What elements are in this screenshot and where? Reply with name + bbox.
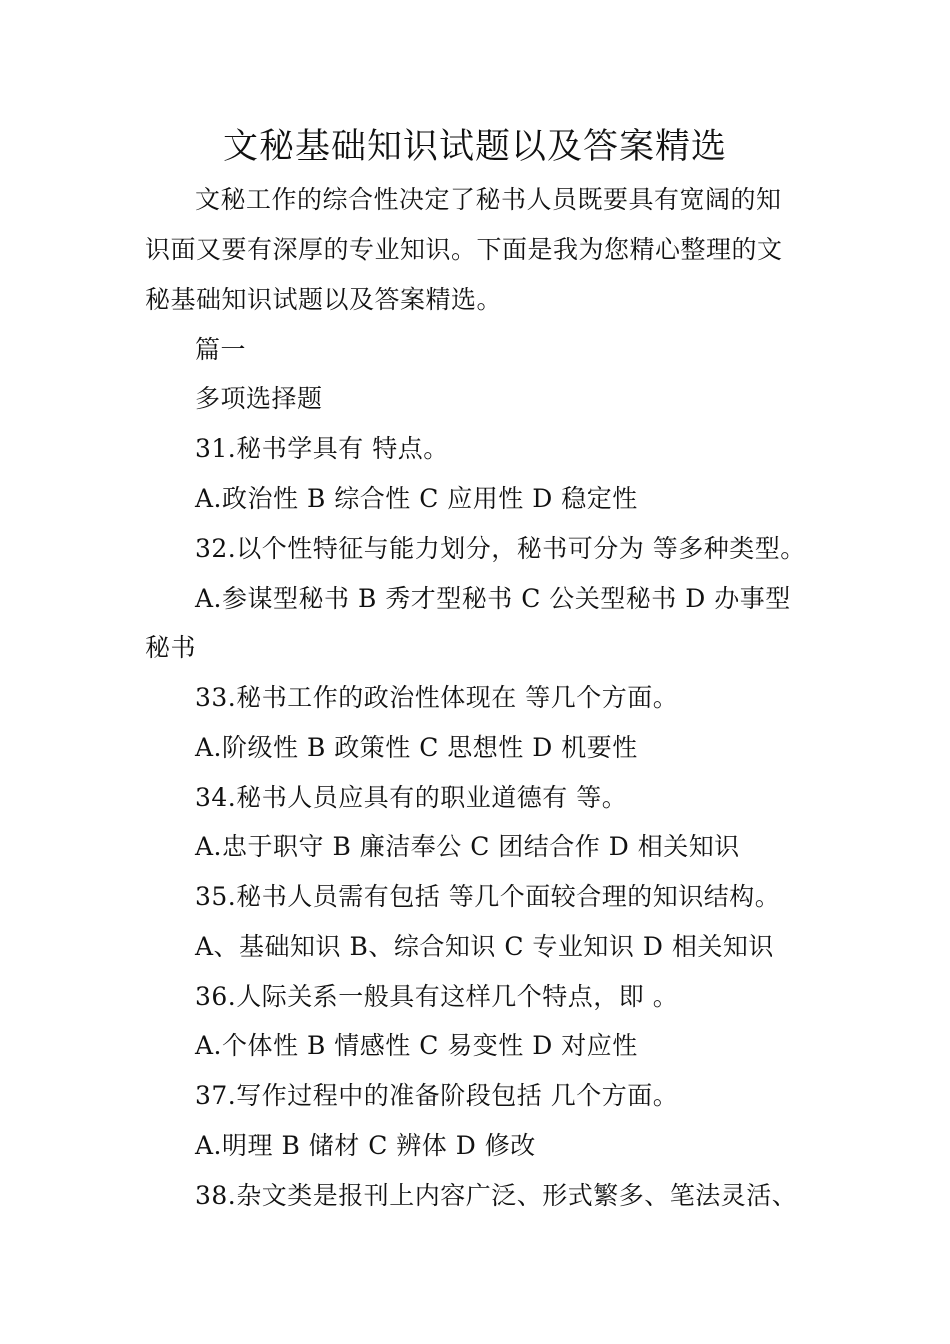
question-35: 35.秘书人员需有包括 等几个面较合理的知识结构。 [195, 882, 781, 911]
question-36: 36.人际关系一般具有这样几个特点，即 。 [195, 982, 679, 1011]
document-title: 文秘基础知识试题以及答案精选 [222, 127, 727, 167]
intro-line-1: 文秘工作的综合性决定了秘书人员既要具有宽阔的知 [195, 185, 782, 214]
question-38: 38.杂文类是报刊上内容广泛、形式繁多、笔法灵活、 [195, 1181, 798, 1210]
question-31: 31.秘书学具有 特点。 [195, 434, 449, 463]
section-heading: 篇一 [195, 335, 247, 364]
question-33: 33.秘书工作的政治性体现在 等几个方面。 [195, 683, 679, 712]
question-32: 32.以个性特征与能力划分，秘书可分为 等多种类型。 [195, 534, 806, 563]
options-32: A.参谋型秘书 B 秀才型秘书 C 公关型秘书 D 办事型 [195, 584, 791, 613]
question-34: 34.秘书人员应具有的职业道德有 等。 [195, 783, 628, 812]
options-31: A.政治性 B 综合性 C 应用性 D 稳定性 [195, 484, 638, 513]
subsection-heading: 多项选择题 [195, 384, 323, 413]
question-37: 37.写作过程中的准备阶段包括 几个方面。 [195, 1081, 679, 1110]
options-36: A.个体性 B 情感性 C 易变性 D 对应性 [195, 1031, 638, 1060]
options-34: A.忠于职守 B 廉洁奉公 C 团结合作 D 相关知识 [195, 832, 740, 861]
intro-line-2: 识面又要有深厚的专业知识。下面是我为您精心整理的文 [145, 235, 783, 264]
options-32-continued: 秘书 [145, 633, 197, 662]
options-37: A.明理 B 储材 C 辨体 D 修改 [195, 1131, 536, 1160]
options-35: A、基础知识 B、综合知识 C 专业知识 D 相关知识 [195, 932, 774, 961]
options-33: A.阶级性 B 政策性 C 思想性 D 机要性 [195, 733, 638, 762]
intro-line-3: 秘基础知识试题以及答案精选。 [145, 285, 503, 314]
